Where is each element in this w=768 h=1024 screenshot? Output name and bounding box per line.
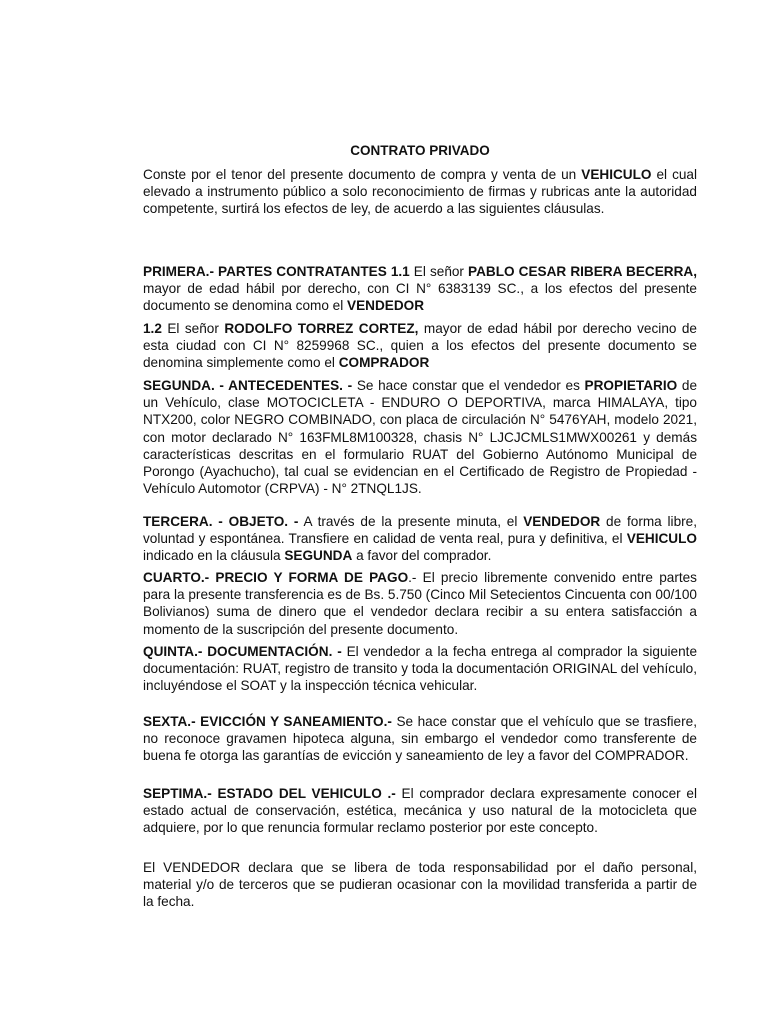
clause-segunda-paragraph [143,377,697,497]
bold-text-run: VENDEDOR [523,514,601,529]
bold-text-run: COMPRADOR [338,355,430,371]
text-run: El comprador declara expresamente conocer el estado actual de conservación, estética, mecánica y uso natural de la motocicleta que adquiere, por lo que renuncia formular reclamo posterior por este concepto. [143,786,697,836]
liability-paragraph [143,859,697,911]
bold-text-run: QUINTA.- DOCUMENTACIÓN. - [143,644,342,659]
text-run: Se hace constar que el vehículo que se trasfiere, no reconoce gravamen hipoteca alguna, sin embargo el vendedor como transferente de buena fe otorga las garantías de evicción y saneamiento de ley a favor del COMPRADOR. [143,714,697,764]
text-run: indicado en la cláusula [143,548,285,564]
bold-text-run: CUARTO.- PRECIO Y FORMA DE PAGO [143,570,409,585]
clause-primera-paragraph [143,263,697,315]
bold-text-run: 1.2 [143,321,162,336]
text-run: de forma libre, voluntad y espontánea. Transfiere en calidad de venta real, pura y definitiva, el [143,514,698,547]
clause-quinta-paragraph [143,643,697,695]
bold-text-run: PROPIETARIO [584,378,678,393]
clause-1-2-paragraph [143,320,697,372]
bold-text-run: VEHICULO [581,167,652,182]
clause-septima-paragraph [143,785,697,837]
text-run: A través de la presente minuta, el [298,514,524,529]
bold-text-run: PRIMERA.- PARTES CONTRATANTES 1.1 [143,264,410,279]
text-run: a favor del comprador. [352,548,492,564]
bold-text-run: SEGUNDA [284,548,353,564]
text-run: .- El precio libremente convenido entre partes para la presente transferencia es de Bs. 5.750 (Cinco Mil Setecientos Cincuenta con 00/100 Bolivianos) suma de dinero que el vendedor declara recibir a su entera satisfacción a momento de la suscripción del presente documento. [143,570,697,637]
text-run: mayor de edad hábil por derecho vecino de esta ciudad con CI N° 8259968 SC., quien a los efectos del presente documento se denomina simplemente como el [143,321,697,371]
text-run: El vendedor a la fecha entrega al comprador la siguiente documentación: RUAT, registro de transito y toda la documentación ORIGINAL del vehículo, incluyéndose el SOAT y la inspección técnica vehicular. [143,644,698,694]
clause-sexta-paragraph [143,713,697,765]
text-run: El señor [161,321,225,336]
intro-paragraph [143,166,697,218]
bold-text-run: VEHICULO [626,531,697,547]
bold-text-run: TERCERA. - OBJETO. - [143,514,299,529]
text-run: de un Vehículo, clase MOTOCICLETA - ENDURO O DEPORTIVA, marca HIMALAYA, tipo NTX200, color NEGRO COMBINADO, con placa de circulación N° 5476YAH, modelo 2021, con motor declarado N° 163FML8M100328, chasis N° LJCJCMLS1MWX00261 y demás características descritas en el formulario RUAT del Gobierno Autónomo Municipal de Porongo (Ayachucho), tal cual se evidencian en el Certificado de Registro de Propiedad - Vehículo Automotor (CRPVA) - N° 2TNQL1JS. [143,378,698,497]
text-run: mayor de edad hábil por derecho, con CI N° 6383139 SC., a los efectos del presente documento se denomina como el [143,281,697,314]
bold-text-run: SEXTA.- EVICCIÓN Y SANEAMIENTO.- [143,714,392,729]
clause-tercera-paragraph [143,513,697,565]
bold-text-run: PABLO CESAR RIBERA BECERRA, [468,264,697,279]
document-title: CONTRATO PRIVADO [350,143,490,158]
bold-text-run: SEPTIMA.- ESTADO DEL VEHICULO .- [143,786,396,801]
text-run: Se hace constar que el vendedor es [352,378,585,393]
text-run: El VENDEDOR declara que se libera de toda responsabilidad por el daño personal, material y/o de terceros que se pudieran ocasionar con la movilidad transferida a partir de la fecha. [143,860,697,910]
bold-text-run: VENDEDOR [347,298,425,314]
text-run: Conste por el tenor del presente documento de compra y venta de un [143,167,582,182]
bold-text-run: SEGUNDA. - ANTECEDENTES. - [143,378,353,393]
text-run: El señor [409,264,469,279]
bold-text-run: RODOLFO TORREZ CORTEZ, [224,321,419,336]
text-run: el cual elevado a instrumento público a solo reconocimiento de firmas y rubricas ante la autoridad competente, surtirá los efectos de ley, de acuerdo a las siguientes cláusulas. [143,167,698,217]
clause-cuarto-paragraph [143,569,697,638]
